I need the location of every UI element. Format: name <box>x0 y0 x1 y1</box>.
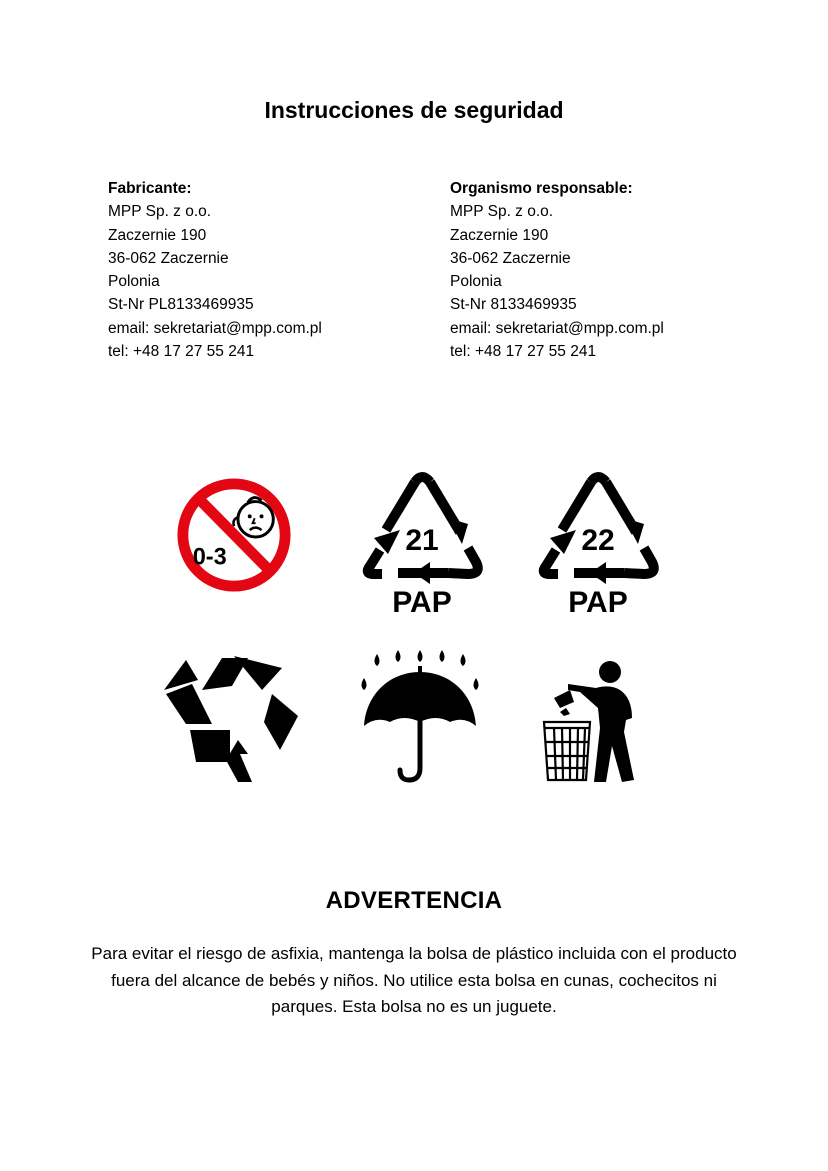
responsible-line: 36-062 Zaczernie <box>450 249 571 267</box>
warning-title: ADVERTENCIA <box>325 887 503 914</box>
recycling-pap-21-icon <box>360 470 484 620</box>
manufacturer-line: tel: +48 17 27 55 241 <box>108 343 255 361</box>
responsible-line: Zaczernie 190 <box>450 226 549 244</box>
manufacturer-line: Polonia <box>108 273 160 291</box>
manufacturer-line: MPP Sp. z o.o. <box>108 203 212 221</box>
age-range-label: 0-3 <box>192 544 227 571</box>
responsible-line: St-Nr 8133469935 <box>450 296 577 314</box>
manufacturer-line: Zaczernie 190 <box>108 226 207 244</box>
responsible-line: email: sekretariat@mpp.com.pl <box>450 319 664 337</box>
manufacturer-heading: Fabricante: <box>108 180 192 197</box>
pap22-code: PAP <box>568 586 628 619</box>
manufacturer-line: email: sekretariat@mpp.com.pl <box>108 319 322 337</box>
pap21-number: 21 <box>405 524 439 557</box>
responsible-heading: Organismo responsable: <box>450 180 633 197</box>
responsible-block <box>450 177 664 363</box>
not-for-children-0-3-icon <box>175 476 293 594</box>
recycling-pap-22-icon <box>536 470 660 620</box>
tidyman-dispose-icon <box>540 658 640 784</box>
pap22-number: 22 <box>581 524 615 557</box>
page-title: Instrucciones de seguridad <box>264 97 564 123</box>
manufacturer-block <box>108 177 322 363</box>
pap21-code: PAP <box>392 586 452 619</box>
responsible-line: Polonia <box>450 273 502 291</box>
manufacturer-line: 36-062 Zaczernie <box>108 249 229 267</box>
manufacturer-line: St-Nr PL8133469935 <box>108 296 254 314</box>
warning-text: Para evitar el riesgo de asfixia, mantenga la bolsa de plástico incluida con el producto fuera del alcance de bebés y niños. No utilice esta bolsa en cunas, cochecitos ni parques. Esta bolsa no es un juguete. <box>91 944 737 1016</box>
responsible-line: MPP Sp. z o.o. <box>450 203 554 221</box>
umbrella-keep-dry-icon <box>356 650 484 784</box>
recycle-arrows-icon <box>164 650 300 784</box>
responsible-line: tel: +48 17 27 55 241 <box>450 343 597 361</box>
